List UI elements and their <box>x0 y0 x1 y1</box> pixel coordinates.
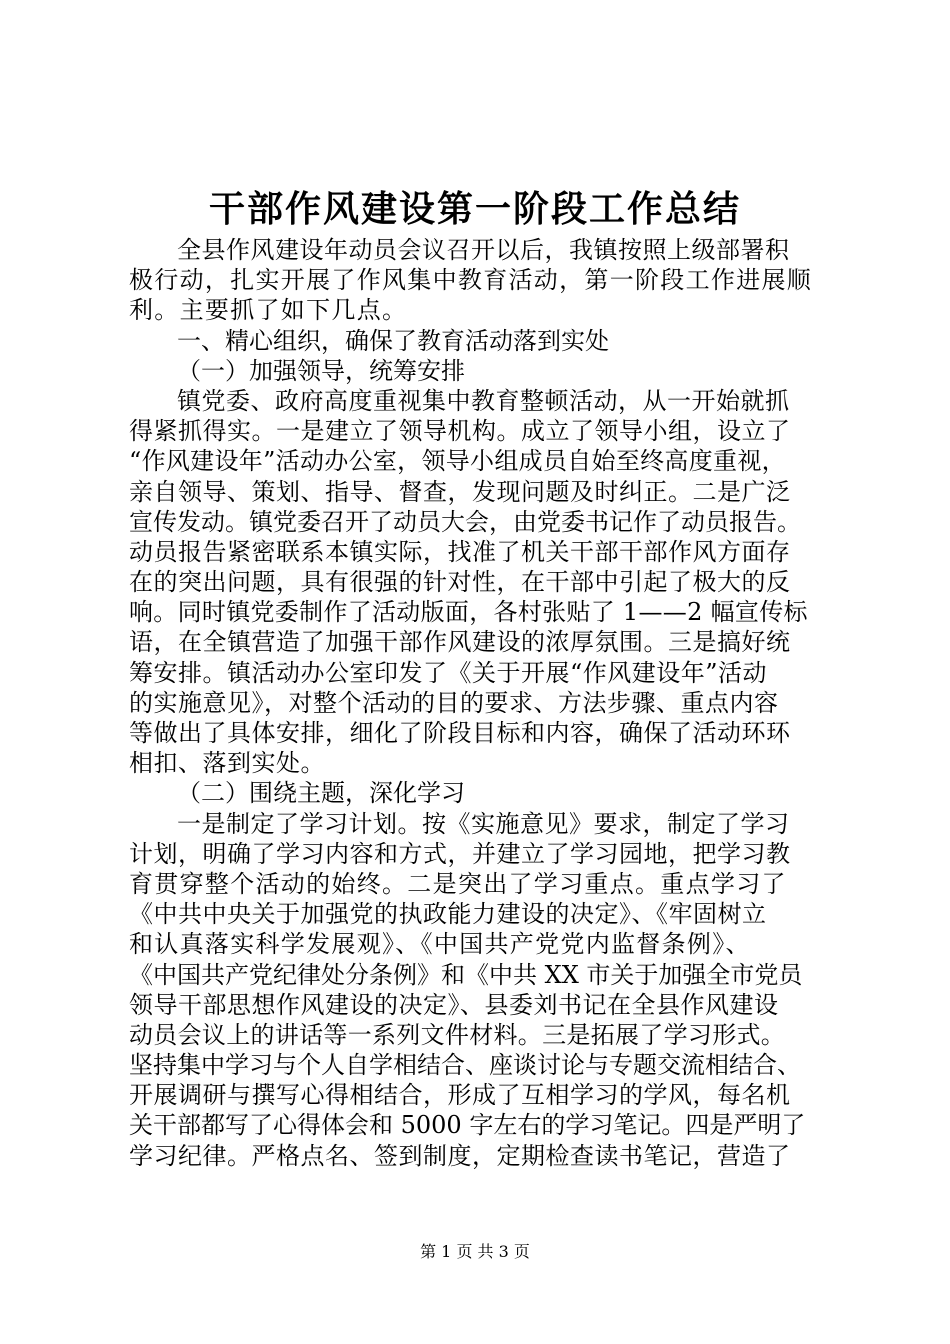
body-text-line: 响。同时镇党委制作了活动版面，各村张贴了 1——2 幅宣传标 <box>129 598 808 627</box>
body-text-line: 关干部都写了心得体会和 5000 字左右的学习笔记。四是严明了 <box>129 1111 806 1140</box>
document-body <box>129 235 829 1171</box>
page-footer: 第 1 页 共 3 页 <box>420 1242 530 1261</box>
body-text-line: 计划，明确了学习内容和方式，并建立了学习园地，把学习教 <box>129 839 791 868</box>
body-text-line: 全县作风建设年动员会议召开以后，我镇按照上级部署积 <box>177 236 790 264</box>
body-text-line: 开展调研与撰写心得相结合，形成了互相学习的学风，每名机 <box>129 1081 791 1110</box>
body-text-line: 学习纪律。严格点名、签到制度，定期检查读书笔记，营造了 <box>129 1141 791 1170</box>
body-text-line: 筹安排。镇活动办公室印发了《关于开展“作风建设年”活动 <box>129 658 768 687</box>
body-text-line: 坚持集中学习与个人自学相结合、座谈讨论与专题交流相结合、 <box>129 1051 801 1080</box>
body-text-line: 《中国共产党纪律处分条例》和《中共 XX 市关于加强全市党员 <box>129 960 803 989</box>
body-text-line: 极行动，扎实开展了作风集中教育活动，第一阶段工作进展顺 <box>129 266 813 295</box>
body-text-line: （一）加强领导，统筹安排 <box>177 356 465 385</box>
body-text-line: 利。主要抓了如下几点。 <box>129 296 408 325</box>
body-text-line: 和认真落实科学发展观》、《中国共产党党内监督条例》、 <box>129 930 751 959</box>
body-text-line: “作风建设年”活动办公室，领导小组成员自始至终高度重视， <box>129 447 786 476</box>
body-text-line: 动员会议上的讲话等一系列文件材料。三是拓展了学习形式。 <box>129 1020 786 1049</box>
body-text-line: 一、精心组织，确保了教育活动落到实处 <box>177 326 609 355</box>
body-text-line: 宣传发动。镇党委召开了动员大会，由党委书记作了动员报告。 <box>129 507 801 536</box>
body-text-line: 领导干部思想作风建设的决定》、县委刘书记在全县作风建设 <box>129 990 779 1019</box>
body-text-line: 在的突出问题，具有很强的针对性，在干部中引起了极大的反 <box>129 568 791 597</box>
document-title: 干部作风建设第一阶段工作总结 <box>208 188 741 230</box>
body-text-line: （二）围绕主题，深化学习 <box>177 779 465 808</box>
body-text-line: 语，在全镇营造了加强干部作风建设的浓厚氛围。三是搞好统 <box>129 628 791 657</box>
body-text-line: 的实施意见》，对整个活动的目的要求、方法步骤、重点内容 <box>129 688 779 717</box>
body-text-line: 《中共中央关于加强党的执政能力建设的决定》、《牢固树立 <box>129 900 767 929</box>
body-text-line: 一是制定了学习计划。按《实施意见》要求，制定了学习 <box>177 809 790 838</box>
body-text-line: 镇党委、政府高度重视集中教育整顿活动，从一开始就抓 <box>177 386 790 415</box>
body-text-line: 等做出了具体安排，细化了阶段目标和内容，确保了活动环环 <box>129 719 791 747</box>
body-text-line: 相扣、落到实处。 <box>129 749 325 778</box>
body-text-line: 亲自领导、策划、指导、督查，发现问题及时纠正。二是广泛 <box>129 477 791 506</box>
body-text-line: 育贯穿整个活动的始终。二是突出了学习重点。重点学习了 <box>129 869 787 898</box>
body-text-line: 得紧抓得实。一是建立了领导机构。成立了领导小组，设立了 <box>129 417 791 446</box>
body-text-line: 动员报告紧密联系本镇实际，找准了机关干部干部作风方面存 <box>129 537 791 566</box>
